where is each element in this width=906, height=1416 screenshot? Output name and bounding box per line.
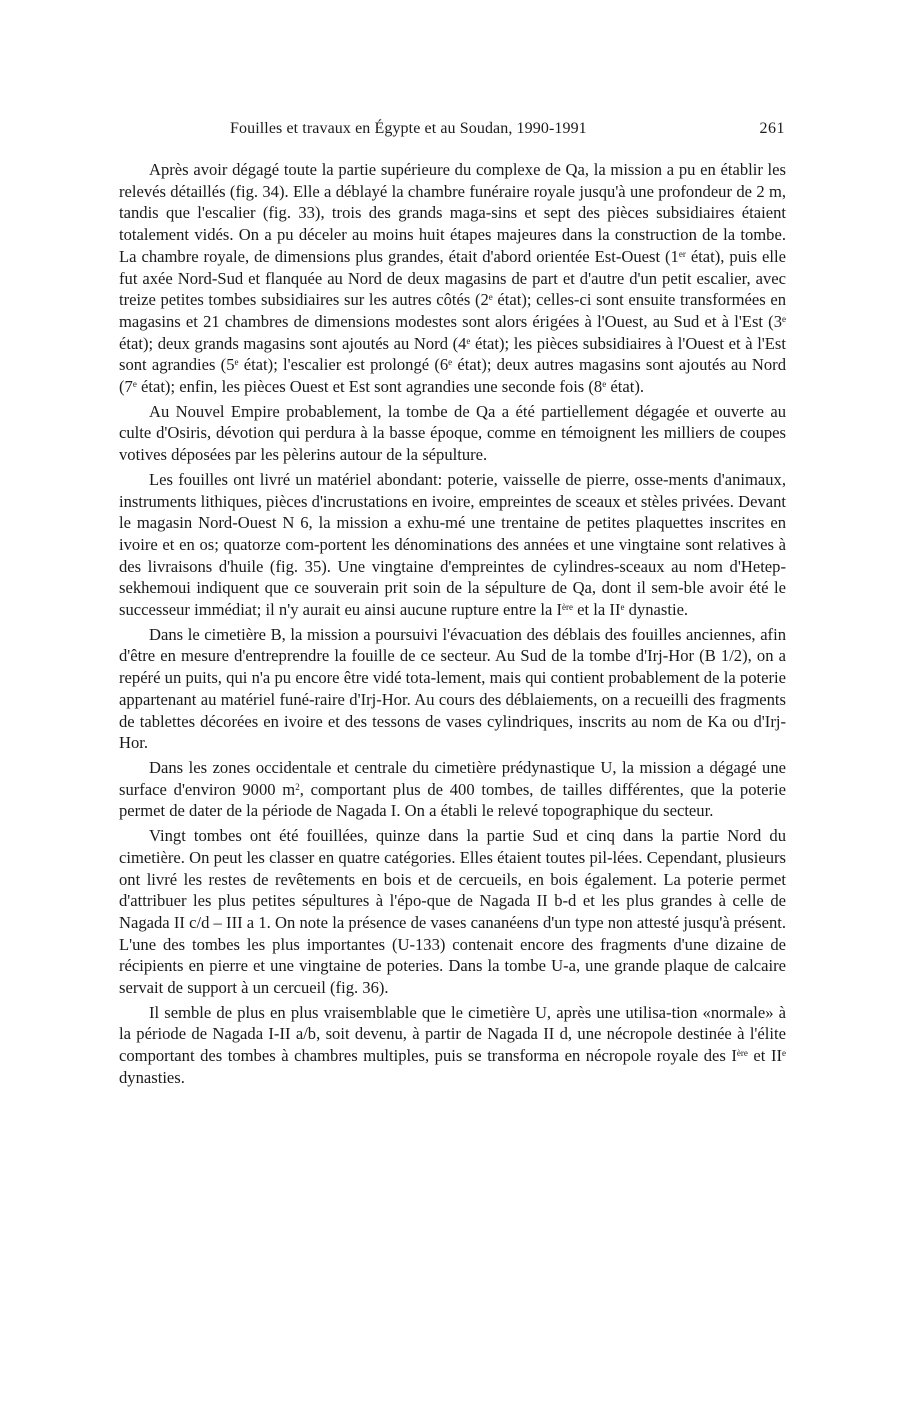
paragraph-conclusion: Il semble de plus en plus vraisemblable que le cimetière U, après une utilisa-tion «normale» à la période de Nagada I-II a/b, soit devenu, à partir de Nagada II d, une nécropole destinée à l'élite comportant des tombes à chambres multiples, puis se transforma en nécropole royale des Ière et IIe dynasties. <box>119 1002 786 1087</box>
running-title: Fouilles et travaux en Égypte et au Soudan, 1990-1991 <box>230 120 587 137</box>
paragraph-finds: Les fouilles ont livré un matériel abondant: poterie, vaisselle de pierre, osse-ments d'animaux, instruments lithiques, pièces d'incrustations en ivoire, empreintes de sceaux et stèles privées. Devant le magasin Nord-Ouest N 6, la mission a exhu-mé une trentaine de petites plaquettes inscrites en ivoire et en os; quatorze com-portent les dénominations des années et une vingtaine sont relatives à des livraisons d'huile (fig. 35). Une vingtaine d'empreintes de cylindres-sceaux au nom d'Hetep-sekhemoui indiquent que ce souverain prit soin de la sépulture de Qa, dont il sem-ble avoir été le successeur immédiat; il n'y aurait eu ainsi aucune rupture entre la Ière et la IIe dynastie. <box>119 469 787 620</box>
paragraph-tombs: Vingt tombes ont été fouillées, quinze dans la partie Sud et cinq dans la partie Nord du cimetière. On peut les classer en quatre catégories. Elles étaient toutes pil-lées. Cependant, plusieurs ont livré les restes de revêtements en bois et de cercueils, en bois également. La poterie permet d'attribuer les plus petites sépultures à l'épo-que de Nagada II b-d et les plus grandes à celle de Nagada II c/d – III a 1. On note la présence de vases cananéens d'un type non attesté jusqu'à présent. L'une des tombes les plus importantes (U-133) contenait encore des fragments d'une dizaine de récipients en pierre et une vingtaine de poteries. Dans la tombe U-a, une grande plaque de calcaire servait de support à un cercueil (fig. 36). <box>119 826 786 998</box>
body-text <box>119 159 786 1092</box>
paragraph-new-kingdom: Au Nouvel Empire probablement, la tombe de Qa a été partiellement dégagée et ouverte au culte d'Osiris, dévotion qui perdura à la basse époque, comme en témoignent les milliers de coupes votives déposées par les pèlerins autour de la sépulture. <box>119 401 786 465</box>
paragraph-cemetery-u: Dans les zones occidentale et centrale du cimetière prédynastique U, la mission a dégagé une surface d'environ 9000 $m^2$, comportant plus de 400 tombes, de tailles différentes, que la poterie permet de dater de la période de Nagada I. On a établi le relevé topographique du secteur. <box>119 757 786 821</box>
paragraph-qa-complex: Après avoir dégagé toute la partie supérieure du complexe de Qa, la mission a pu en établir les relevés détaillés (fig. 34). Elle a déblayé la chambre funéraire royale jusqu'à une profondeur de 2 m, tandis que l'escalier (fig. 33), trois des grands maga-sins et sept des pièces subsidiaires étaient totalement vidés. On a pu déceler au moins huit étapes majeures dans la construction de la tombe. La chambre royale, de dimensions plus grandes, était d'abord orientée Est-Ouest (1er état), puis elle fut axée Nord-Sud et flanquée au Nord de deux magasins de part et d'autre d'un petit escalier, avec treize petites tombes subsidiaires sur les autres côtés (2e état); celles-ci sont ensuite transformées en magasins et 21 chambres de dimensions modestes sont alors érigées à l'Ouest, au Sud et à l'Est (3e état); deux grands magasins sont ajoutés au Nord (4e état); les pièces subsidiaires à l'Ouest et à l'Est sont agrandies (5e état); l'escalier est prolongé (6e état); deux autres magasins sont ajoutés au Nord (7e état); enfin, les pièces Ouest et Est sont agrandies une seconde fois (8e état). <box>119 160 787 397</box>
paragraph-cemetery-b: Dans le cimetière B, la mission a poursuivi l'évacuation des déblais des fouilles anciennes, afin d'être en mesure d'entreprendre la fouille de ce secteur. Au Sud de la tombe d'Irj-Hor (B 1/2), on a repéré un puits, qui n'a pu encore être vidé tota-lement, mais qui contient probablement de la poterie appartenant au matériel funé-raire d'Irj-Hor. Au cours des déblaiements, on a recueilli des fragments de tablettes décorées en ivoire et des tessons de vases cylindriques, inscrits au nom de Ka ou d'Irj-Hor. <box>119 624 786 753</box>
page-number: 261 <box>759 120 785 137</box>
page-header <box>120 117 785 141</box>
